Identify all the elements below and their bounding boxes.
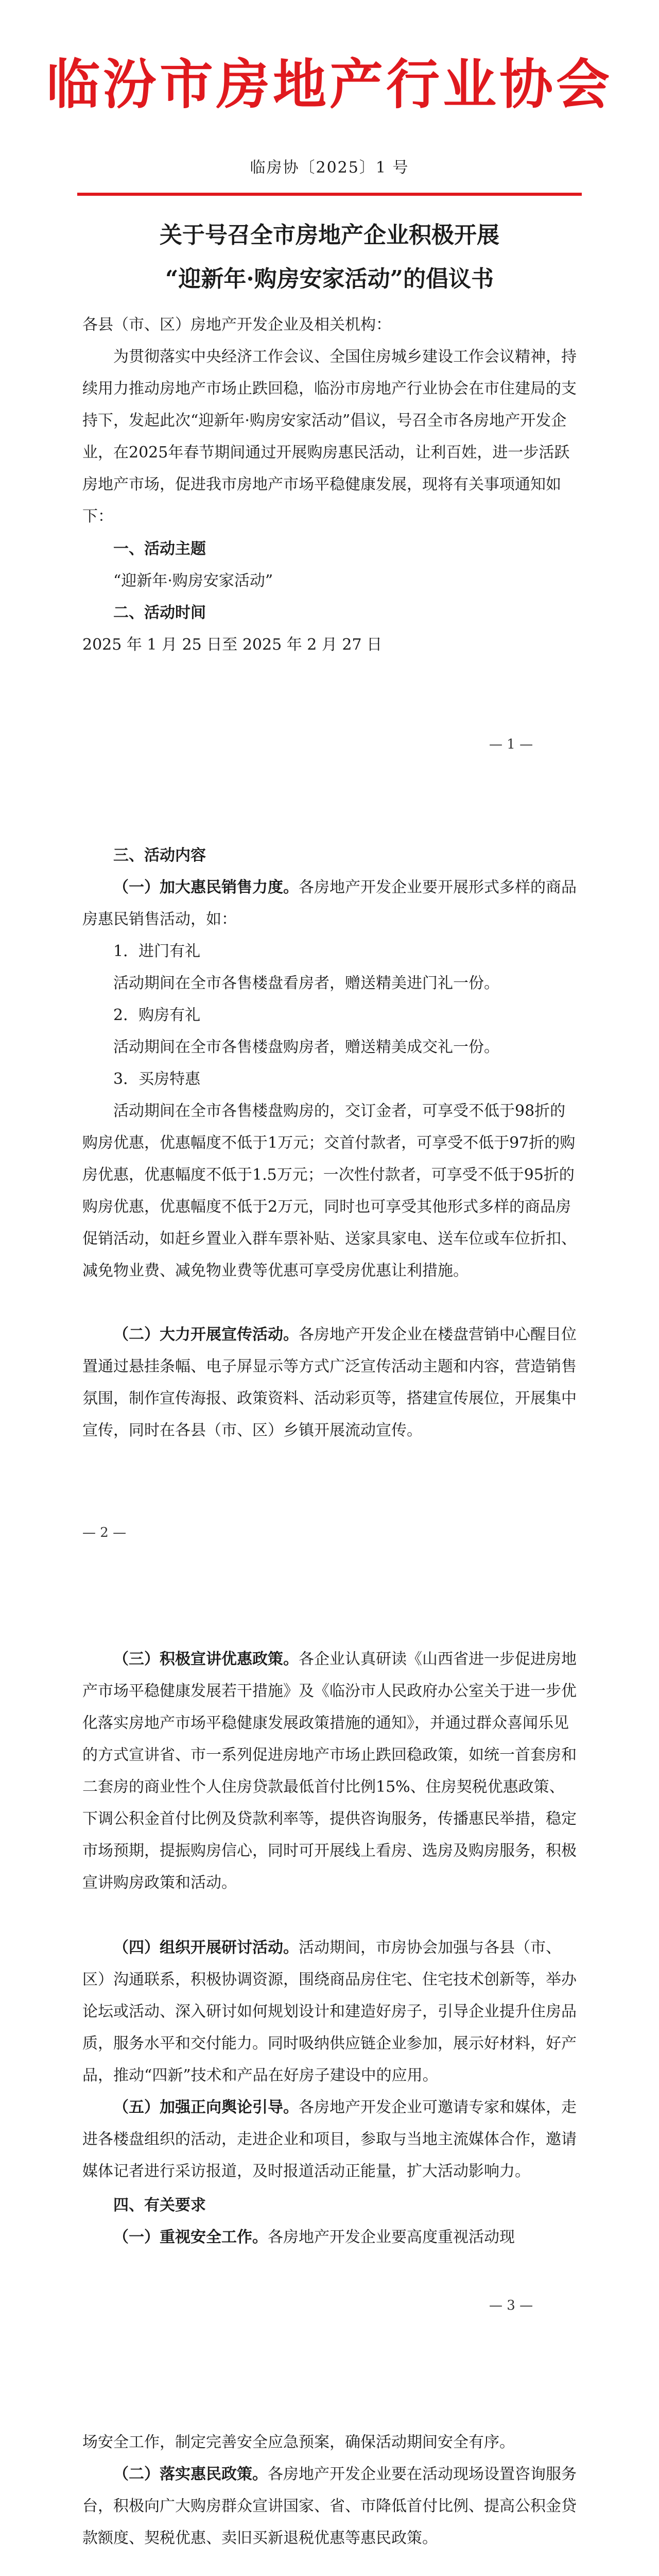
item-3-text: 活动期间在全市各售楼盘购房的，交订金者，可享受不低于98折的购房优惠，优惠幅度不低于1万元；交首付款者，可享受不低于97折的购房优惠，优惠幅度不低于1.5万元；一次性付款者，可享受不低于95折的购房优惠，优惠幅度不低于2万元，同时也可享受其他形式多样的商品房促销活动，如赶乡置业入群车票补贴、送家具家电、送车位或车位折扣、减免物业费、减免物业费等优惠可享受房优惠让利措施。 — [82, 1102, 577, 1280]
document-number: 临房协〔2025〕1 号 — [250, 159, 409, 177]
paragraph-lead: （四）组织开展研讨活动。 — [113, 1939, 299, 1957]
paragraph-text: 活动期间，市房协会加强与各县（市、区）沟通联系，积极协调资源，围绕商品房住宅、住宅技术创新等，举办论坛或活动、深入研讨如何规划设计和建造好房子，引导企业提升住房品质，服务水平和交付能力。同时吸纳供应链企业参加，展示好材料，好产品，推动“四新”技术和产品在好房子建设中的应用。 — [82, 1939, 577, 2084]
section-heading-requirements: 四、有关要求 — [113, 2196, 206, 2214]
item-1-text: 活动期间在全市各售楼盘看房者，赠送精美进门礼一份。 — [113, 974, 499, 992]
paragraph-lead: （五）加强正向舆论引导。 — [113, 2098, 299, 2116]
activity-theme: “迎新年·购房安家活动” — [113, 572, 273, 590]
paragraph-text: 各房地产开发企业要开展形式多样的商品房惠民销售活动，如： — [82, 878, 577, 928]
paragraph-text: 各房地产开发企业在楼盘营销中心醒目位置通过悬挂条幅、电子屏显示等方式广泛宣传活动主题和内容，营造销售氛围，制作宣传海报、政策资料、活动彩页等，搭建宣传展位，开展集中宣传，同时在各县（市、区）乡镇开展流动宣传。 — [82, 1326, 577, 1439]
section-heading-content: 三、活动内容 — [113, 846, 206, 865]
paragraph-lead: （二）大力开展宣传活动。 — [113, 1326, 299, 1344]
paragraph-sales — [82, 872, 577, 936]
paragraph-text: 各房地产开发企业可邀请专家和媒体，走进各楼盘组织的活动，走进企业和项目，参取与当地主流媒体合作，邀请媒体记者进行采访报道，及时报道活动正能量，扩大活动影响力。 — [82, 2098, 577, 2180]
page-2 — [0, 773, 659, 1561]
document-title-line1: 关于号召全市房地产企业积极开展 — [160, 222, 499, 248]
paragraph-lead: （一）重视安全工作。 — [113, 2228, 268, 2246]
red-divider — [77, 193, 582, 196]
paragraph-text: 各企业认真研读《山西省进一步促进房地产市场平稳健康发展若干措施》及《临汾市人民政府办公室关于进一步优化落实房地产市场平稳健康发展政策措施的通知》，并通过群众喜闻乐见的方式宣讲省、市一系列促进房地产市场止跌回稳政策，如统一首套房和二套房的商业性个人住房贷款最低首付比例15%、住房契税优惠政策、下调公积金首付比例及贷款利率等，提供咨询服务，传播惠民举措，稳定市场预期，提振购房信心，同时可开展线上看房、选房及购房服务，积极宣讲购房政策和活动。 — [82, 1650, 577, 1892]
paragraph-media — [82, 2092, 577, 2188]
item-2-text: 活动期间在全市各售楼盘购房者，赠送精美成交礼一份。 — [113, 1038, 499, 1056]
activity-time: 2025 年 1 月 25 日至 2025 年 2 月 27 日 — [82, 636, 383, 654]
paragraph-publicity — [82, 1319, 577, 1447]
paragraph-policy — [82, 1643, 577, 1899]
paragraph-safety-cont: 场安全工作，制定完善安全应急预案，确保活动期间安全有序。 — [82, 2433, 515, 2451]
item-1-title: 1．进门有礼 — [113, 942, 201, 960]
paragraph-lead: （一）加大惠民销售力度。 — [113, 878, 299, 896]
section-heading-time: 二、活动时间 — [113, 604, 206, 622]
paragraph-text: 各房地产开发企业要高度重视活动现 — [268, 2228, 515, 2246]
section-heading-theme: 一、活动主题 — [113, 540, 206, 558]
page-3 — [0, 1566, 659, 2339]
intro-paragraph: 为贯彻落实中央经济工作会议、全国住房城乡建设工作会议精神，持续用力推动房地产市场止跌回稳，临汾市房地产行业协会在市住建局的支持下，发起此次“迎新年·购房安家活动”倡议，号召全市各房地产开发企业，在2025年春节期间通过开展购房惠民活动，让利百姓，进一步活跃房地产市场，促进我市房地产市场平稳健康发展，现将有关事项通知如下： — [82, 348, 577, 526]
page-1 — [0, 0, 659, 768]
red-header: 临汾市房地产行业协会 — [46, 53, 613, 116]
page-4 — [0, 2349, 659, 2576]
paragraph-seminar — [82, 1932, 577, 2092]
page-number: — 2 — — [82, 1525, 127, 1540]
item-2-title: 2．购房有礼 — [113, 1006, 201, 1024]
paragraph-lead: （二）落实惠民政策。 — [113, 2465, 268, 2483]
paragraph-implement — [82, 2459, 577, 2554]
item-3-title: 3．买房特惠 — [113, 1070, 201, 1088]
paragraph-lead: （三）积极宣讲优惠政策。 — [113, 1650, 299, 1668]
page-number: — 1 — — [489, 737, 533, 752]
document-title-line2: “迎新年·购房安家活动”的倡议书 — [165, 266, 494, 292]
page-number: — 3 — — [489, 2298, 533, 2313]
paragraph-safety — [82, 2222, 577, 2253]
salutation: 各县（市、区）房地产开发企业及相关机构： — [82, 316, 391, 334]
paragraph-text: 各房地产开发企业要在活动现场设置咨询服务台，积极向广大购房群众宣讲国家、省、市降低首付比例、提高公积金贷款额度、契税优惠、卖旧买新退税优惠等惠民政策。 — [82, 2465, 577, 2547]
